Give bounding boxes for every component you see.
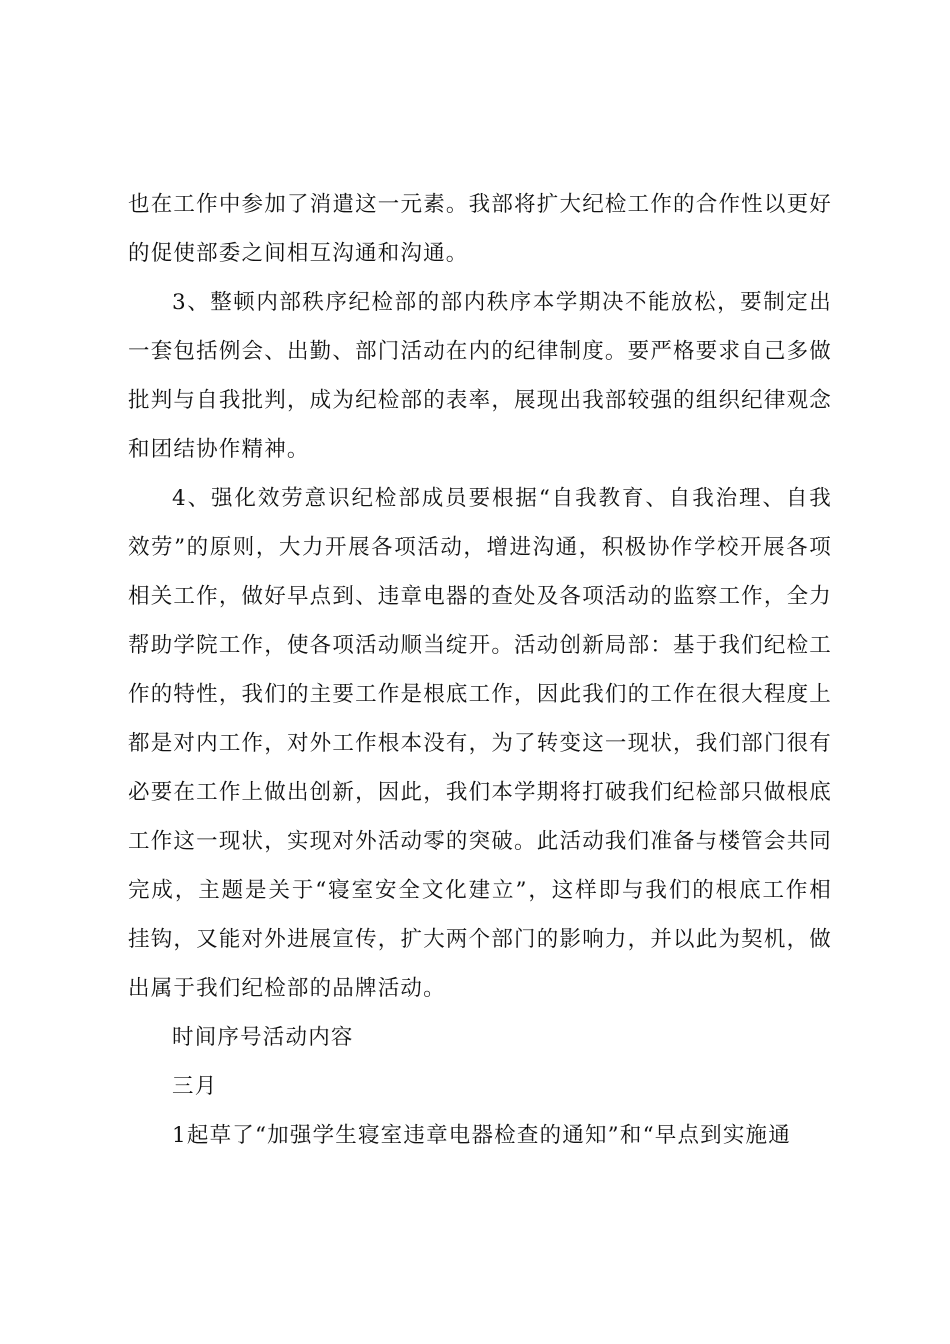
document-body <box>128 180 832 1160</box>
paragraph-activity-1: 1起草了“加强学生寝室违章电器检查的通知”和“早点到实施通 <box>172 1123 791 1148</box>
paragraph-continuation: 也在工作中参加了消遣这一元素。我部将扩大纪检工作的合作性以更好的促使部委之间相互沟通和沟通。 <box>128 192 832 266</box>
paragraph-item-4: 4、强化效劳意识纪检部成员要根据“自我教育、自我治理、自我效劳”的原则，大力开展各项活动，增进沟通，积极协作学校开展各项相关工作，做好早点到、违章电器的查处及各项活动的监察工作，全力帮助学院工作，使各项活动顺当绽开。活动创新局部：基于我们纪检工作的特性，我们的主要工作是根底工作，因此我们的工作在很大程度上都是对内工作，对外工作根本没有，为了转变这一现状，我们部门很有必要在工作上做出创新，因此，我们本学期将打破我们纪检部只做根底工作这一现状，实现对外活动零的突破。此活动我们准备与楼管会共同完成，主题是关于“寝室安全文化建立”，这样即与我们的根底工作相挂钩，又能对外进展宣传，扩大两个部门的影响力，并以此为契机，做出属于我们纪检部的品牌活动。 <box>128 486 832 1001</box>
table-header-line: 时间序号活动内容 <box>172 1025 354 1050</box>
paragraph-item-3: 3、整顿内部秩序纪检部的部内秩序本学期决不能放松，要制定出一套包括例会、出勤、部门活动在内的纪律制度。要严格要求自己多做批判与自我批判，成为纪检部的表率，展现出我部较强的组织纪律观念和团结协作精神。 <box>128 290 832 462</box>
month-label: 三月 <box>172 1074 218 1099</box>
